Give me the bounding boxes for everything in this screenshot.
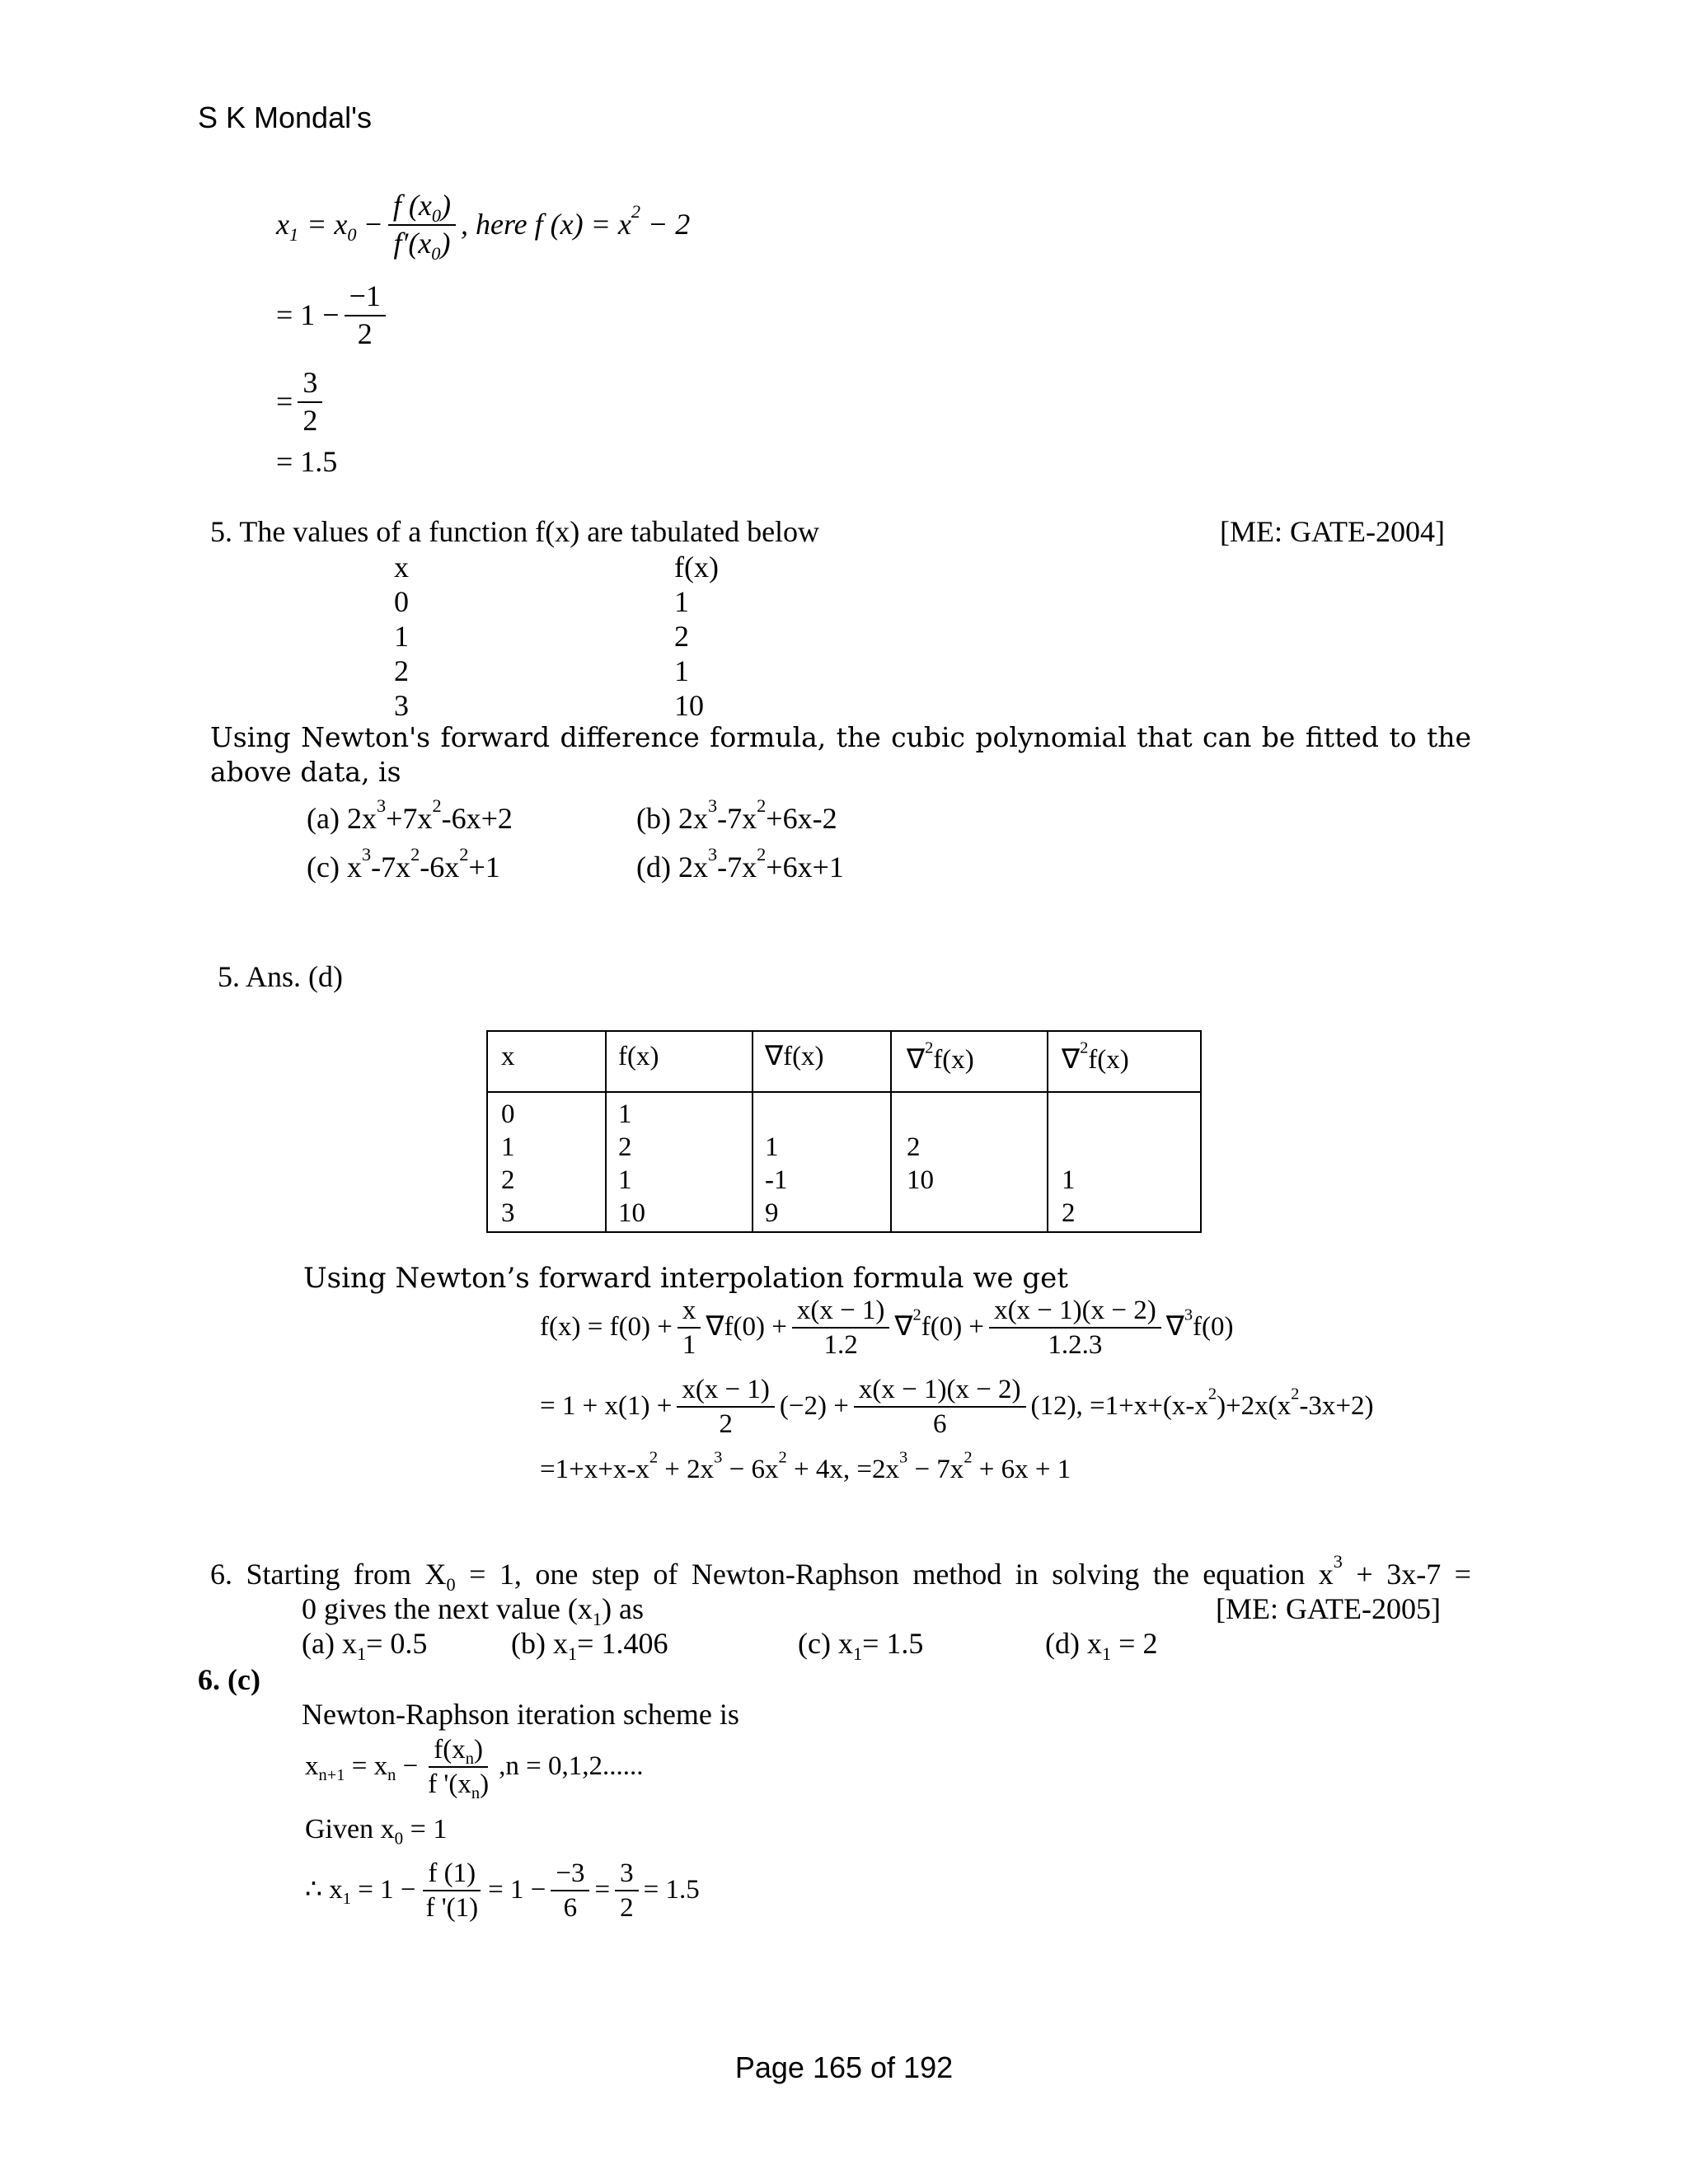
header-first-difference: ∇f(x)	[765, 1042, 824, 1071]
a5-answer: 5. Ans. (d)	[218, 960, 343, 993]
column-first-difference: 1 -1 9	[765, 1132, 788, 1228]
x0-term: = $x_0$	[307, 207, 357, 245]
step-1: = 1 − $\frac{-1}{2}$	[276, 280, 391, 350]
a6-scheme: Newton-Raphson iteration scheme is	[302, 1698, 739, 1731]
q5-x-value: 2	[394, 654, 409, 687]
a5-intro: Using Newton’s forward interpolation formula we get	[303, 1262, 1068, 1295]
given-x0: Given $x_0 = 1$	[305, 1814, 448, 1849]
header-third-difference: ∇$^2$f(x)	[1062, 1038, 1129, 1075]
q5-option-d: (d) $2x^3-7x^2+6x+1$	[636, 843, 844, 883]
column-fx: 1 2 1 10	[618, 1099, 645, 1228]
page-header: S K Mondal's	[198, 101, 372, 134]
q5-fx-header: f(x)	[674, 551, 719, 583]
q6-question-line-1: 6. Starting from $X_0 = 1$, one step of Newton-Raphson method in solving the equation $x^3 + 3x-7$ =	[210, 1550, 1471, 1595]
q6-option-d: (d) $x_1 = 2$	[1045, 1627, 1158, 1664]
q6-exam-tag: [ME: GATE-2005]	[1216, 1592, 1441, 1625]
step-2: = $\frac{3}{2}$	[276, 367, 327, 437]
q5-question: 5. The values of a function f(x) are tabulated below	[210, 515, 820, 548]
header-x: x	[501, 1042, 515, 1071]
q5-fx-value: 1	[674, 585, 689, 618]
iteration-formula: $x_{n+1} = x_n$ − $\frac{f(x_n)}{f '(x_n)}$ ,n = 0,1,2......	[305, 1735, 644, 1803]
derivative-fraction: $\frac{f (x_0)}{f'(x_0)}$	[388, 190, 456, 260]
x1-symbol: $x_1$	[276, 207, 299, 245]
q5-fx-value: 10	[674, 689, 704, 722]
column-third-difference: 1 2	[1062, 1165, 1076, 1228]
here-clause: , here f $(x) = x^2 - 2$	[461, 200, 691, 241]
header-second-difference: ∇$^2$f(x)	[907, 1038, 974, 1075]
difference-table	[486, 1030, 1202, 1233]
a6-answer: 6. (c)	[198, 1663, 260, 1696]
q5-option-a: (a) $2x^3+7x^2-6x+2$	[307, 794, 513, 835]
q5-option-c: (c) $x^3-7x^2-6x^2+1$	[307, 843, 500, 883]
q5-stem-line-2: above data, is	[210, 756, 401, 788]
q6-option-b: (b) $x_1= 1.406$	[511, 1627, 668, 1664]
interpolation-line-1: f(x) = f(0) + $\frac{x}{1}$ ∇f(0) + $\frac{x(x - 1)}{1.2}$ ∇$^2$f(0) + $\frac{x(x - 1)(x - 2)}{1.2.3}$ ∇$^3$f(0)	[540, 1296, 1234, 1361]
interpolation-line-2: = 1 + x(1) + $\frac{x(x - 1)}{2}$ (−2) + $\frac{x(x - 1)(x - 2)}{6}$ (12), $=1+x+(x-x^2)+2x(x^2-3x+2)$	[540, 1375, 1374, 1440]
q5-option-b: (b) $2x^3-7x^2+6x-2$	[636, 794, 837, 835]
interpolation-line-3: $=1+x+x-x^2 + 2x^3 - 6x^2 + 4x$, $=2x^3 - 7x^2 + 6x + 1$	[540, 1448, 1071, 1484]
q5-x-header: x	[394, 551, 409, 583]
q6-question-line-2: 0 gives the next value $(x_1)$ as	[302, 1592, 645, 1629]
page-footer: Page 165 of 192	[734, 2050, 954, 2084]
q5-x-value: 0	[394, 585, 409, 618]
q5-stem-line-1: Using Newton's forward difference formula, the cubic polynomial that can be fitted to the	[210, 721, 1471, 753]
header-fx: f(x)	[618, 1042, 659, 1071]
q6-option-c: (c) $x_1= 1.5$	[798, 1627, 924, 1664]
newton-raphson-formula	[276, 189, 691, 264]
step-3: = 1.5	[276, 445, 338, 478]
column-second-difference: 2 10	[907, 1132, 934, 1195]
q5-x-value: 3	[394, 689, 409, 722]
column-x: 0 1 2 3	[501, 1099, 515, 1228]
minus-sign: −	[363, 207, 383, 241]
q5-x-value: 1	[394, 620, 409, 653]
q6-option-a: (a) $x_1= 0.5$	[302, 1627, 428, 1664]
iteration-result: ∴ $x_1 = 1$ − $\frac{f (1)}{f '(1)}$ = 1 − $\frac{-3}{6}$ = $\frac{3}{2}$ = 1.5	[305, 1858, 700, 1924]
q5-exam-tag: [ME: GATE-2004]	[1220, 515, 1445, 548]
q5-fx-value: 2	[674, 620, 689, 653]
q5-fx-value: 1	[674, 654, 689, 687]
